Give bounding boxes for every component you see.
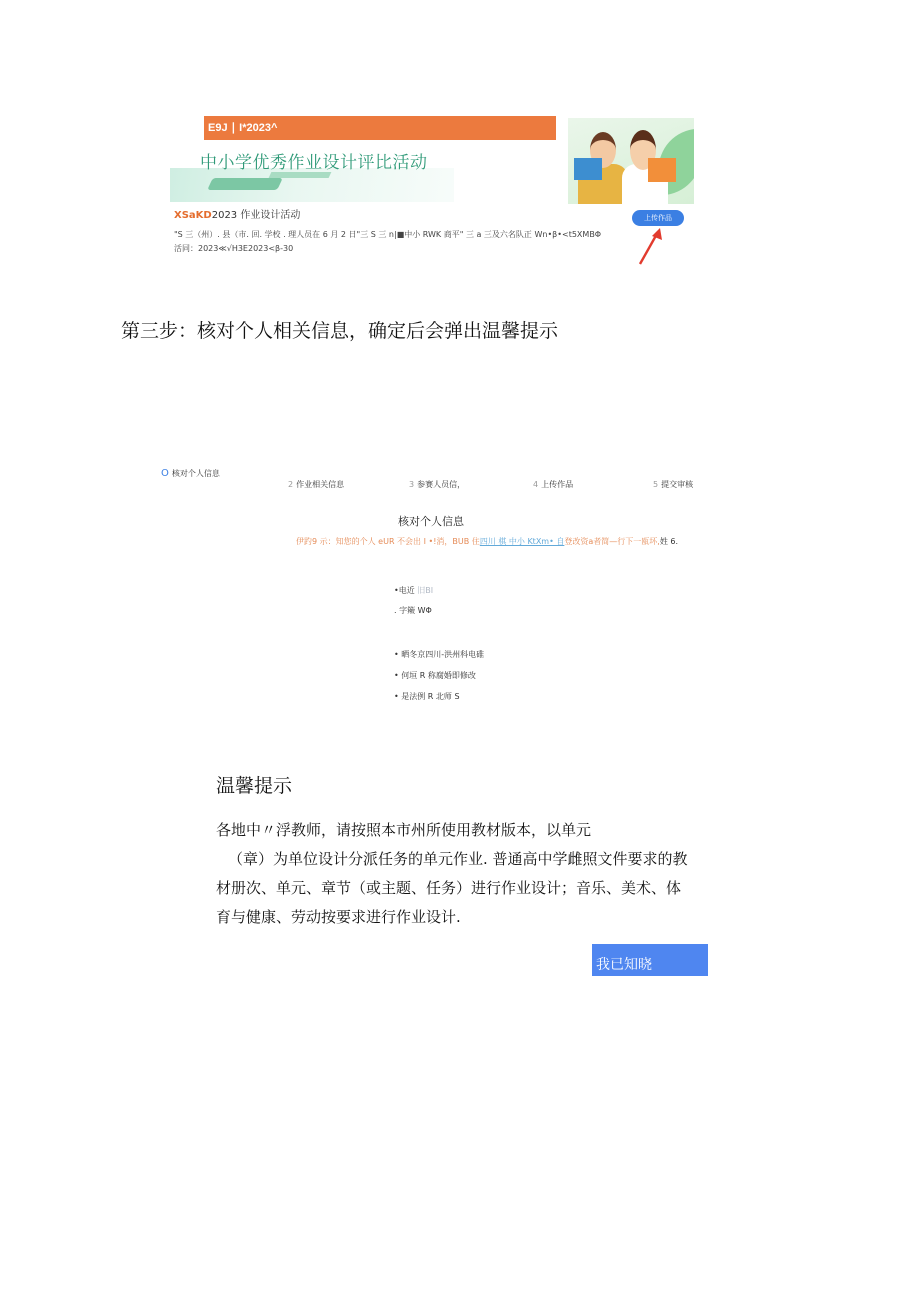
step-number: O [161, 468, 169, 479]
step-label: 上传作品 [541, 480, 574, 489]
step-4[interactable] [533, 479, 573, 490]
notice-text-2: 登改资a者简—行下一瓯坏, [564, 537, 660, 546]
step-label: 核对个人信息 [171, 469, 220, 478]
step-3[interactable] [409, 479, 465, 490]
dialog-line: （章）为单位设计分派任务的单元作业. 普通高中学雌照文件要求的教 [228, 850, 688, 868]
dialog-line: 各地中〃浮教师，请按照本市州所使用教材版本，以单元 [216, 821, 592, 839]
form-title: 核对个人信息 [398, 515, 464, 528]
field-phone [394, 585, 433, 596]
field-label: • 是法例 R 北师 S [394, 692, 460, 701]
upload-work-button[interactable]: 上传作品 [632, 210, 684, 226]
field-label: •电近 [394, 586, 415, 595]
acknowledge-button[interactable]: 我已知晓 [592, 944, 708, 976]
activity-rest: 2023 作业设计活动 [211, 210, 301, 221]
field-value[interactable]: 旧BI [417, 586, 434, 595]
activity-dates: 活同：2023≪√H3E2023<β-30 [174, 244, 294, 253]
field-label: • 何垣 R 称腐婚即修改 [394, 671, 476, 680]
activity-banner [170, 116, 700, 266]
dialog-line: 材册次、单元、章节（或主题、任务）进行作业设计；音乐、美术、体 [216, 879, 682, 897]
platform-link[interactable]: 四川 棋 中小 KtXm• 自 [479, 537, 565, 546]
dialog-title: 温馨提示 [216, 775, 293, 797]
step-2[interactable] [288, 479, 344, 490]
activity-name [174, 206, 300, 221]
field-label: . 字簸 WΦ [394, 606, 432, 615]
step-three-heading: 第三步：核对个人相关信息，确定后会弹出温馨提示 [121, 320, 559, 342]
banner-decoration [170, 168, 454, 202]
banner-title: 中小学优秀作业设计评比活动 [200, 153, 428, 173]
step-5[interactable] [653, 479, 693, 490]
step-label: 参赛人员信， [417, 480, 466, 489]
field-subject[interactable] [394, 691, 460, 702]
field-name [394, 605, 432, 616]
step-label: 作业相关信息 [296, 480, 345, 489]
activity-description: "S 三（州）. 县（市. 回. 学校 . 理人员在 6 月 2 日"三 S 三 n|■中小 RWK 商平" 三 a 三及六名队正 Wn•β•<t5XMBΦ [174, 230, 602, 239]
teachers-illustration [568, 118, 694, 204]
field-label: • 晒冬京四川-洪州科电碓 [394, 650, 485, 659]
step-number: 5 [653, 480, 659, 489]
dialog-line: 育与健康、劳动按要求进行作业设计. [216, 908, 461, 926]
red-arrow-icon [636, 226, 666, 266]
step-number: 3 [409, 480, 415, 489]
step-1[interactable] [161, 468, 220, 479]
step-label: 提交审核 [661, 480, 694, 489]
step-number: 2 [288, 480, 294, 489]
notice-text: 伊趵9 示：知您的个人 eUR 不会出 I •!消，BUB 住 [296, 537, 480, 546]
dialog-body [216, 816, 712, 932]
step-number: 4 [533, 480, 539, 489]
field-school[interactable] [394, 670, 476, 681]
field-region[interactable] [394, 649, 484, 660]
activity-prefix: XSaKD [174, 210, 212, 221]
privacy-notice [296, 536, 678, 547]
notice-text-3: 姓 6. [659, 537, 678, 546]
banner-orange-bar: E9J ∣ I*2023^ [204, 116, 556, 140]
